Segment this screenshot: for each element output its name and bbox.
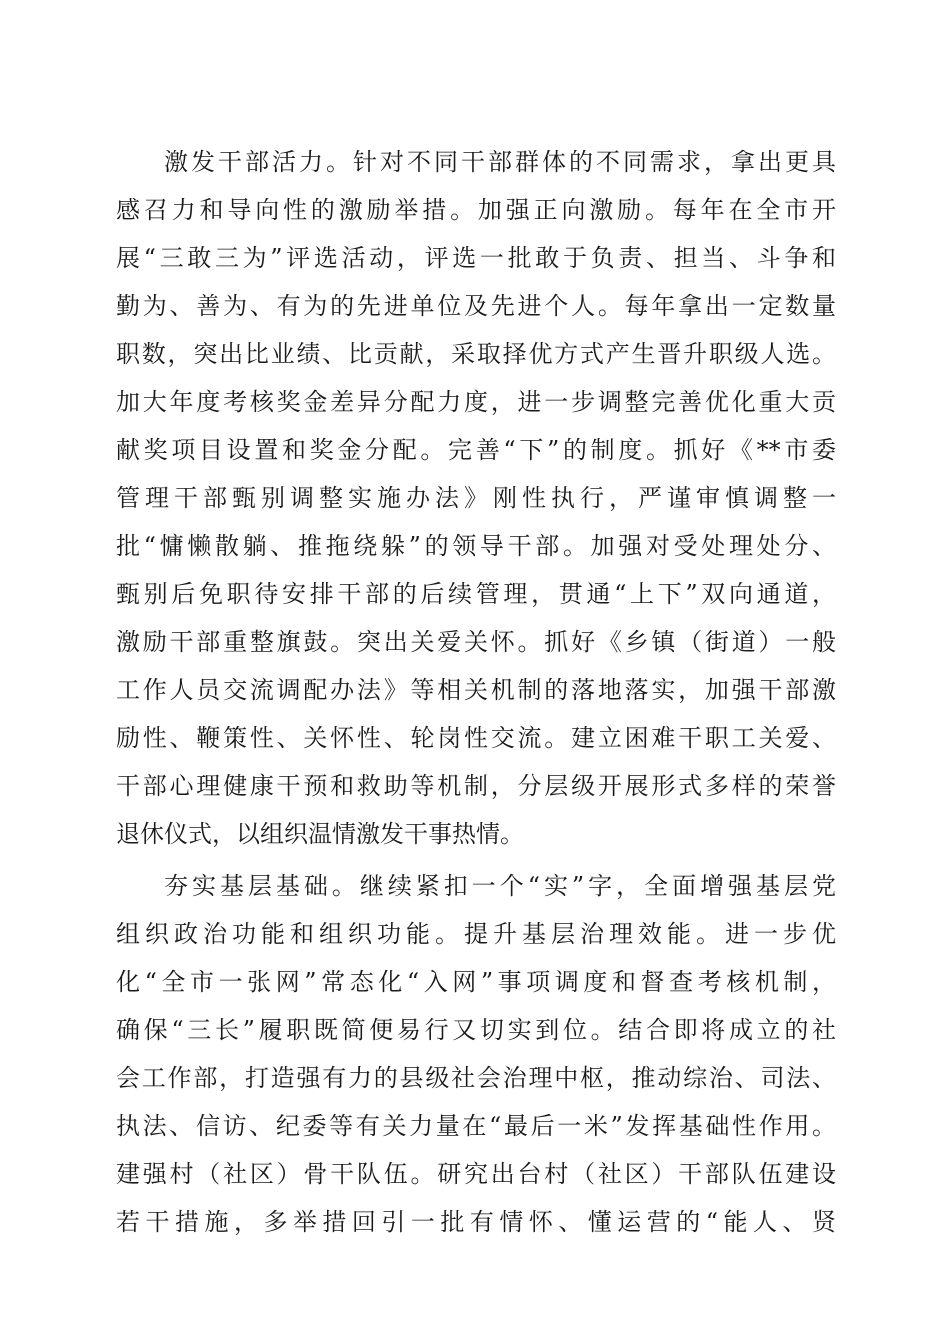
paragraph-1-line-8: 管理干部甄别调整实施办法》刚性执行，严谨审慎调整一 [116,484,836,512]
paragraph-1-line-4: 勤为、善为、有为的先进单位及先进个人。每年拿出一定数量 [116,292,836,320]
paragraph-1-line-10: 甄别后免职待安排干部的后续管理，贯通“上下”双向通道， [116,580,836,608]
paragraph-1-line-12: 工作人员交流调配办法》等相关机制的落地落实，加强干部激 [116,676,836,704]
paragraph-2-line-4: 确保“三长”履职既简便易行又切实到位。结合即将成立的社 [116,1016,836,1044]
paragraph-2-line-1: 夯实基层基础。继续紧扣一个“实”字，全面增强基层党 [164,872,836,900]
paragraph-2-line-5: 会工作部，打造强有力的县级社会治理中枢，推动综治、司法、 [116,1064,836,1092]
paragraph-1-line-6: 加大年度考核奖金差异分配力度，进一步调整完善优化重大贡 [116,388,836,416]
paragraph-1-line-5: 职数，突出比业绩、比贡献，采取择优方式产生晋升职级人选。 [116,340,836,368]
paragraph-2-line-3: 化“全市一张网”常态化“入网”事项调度和督查考核机制， [116,968,836,996]
paragraph-2-line-2: 组织政治功能和组织功能。提升基层治理效能。进一步优 [116,920,836,948]
paragraph-2-line-8: 若干措施，多举措回引一批有情怀、懂运营的“能人、贤 [116,1208,836,1236]
paragraph-1-line-15: 退休仪式，以组织温情激发干事热情。 [116,820,524,848]
paragraph-1-line-11: 激励干部重整旗鼓。突出关爱关怀。抓好《乡镇（街道）一般 [116,628,836,656]
paragraph-1-line-9: 批“慵懒散躺、推拖绕躲”的领导干部。加强对受处理处分、 [116,532,836,560]
paragraph-1-line-3: 展“三敢三为”评选活动，评选一批敢于负责、担当、斗争和 [116,244,836,272]
paragraph-1-line-2: 感召力和导向性的激励举措。加强正向激励。每年在全市开 [116,196,836,224]
paragraph-2-line-6: 执法、信访、纪委等有关力量在“最后一米”发挥基础性作用。 [116,1112,836,1140]
paragraph-1-line-7: 献奖项目设置和奖金分配。完善“下”的制度。抓好《**市委 [116,436,836,464]
paragraph-1-line-1: 激发干部活力。针对不同干部群体的不同需求，拿出更具 [164,148,836,176]
paragraph-2-line-7: 建强村（社区）骨干队伍。研究出台村（社区）干部队伍建设 [116,1160,836,1188]
paragraph-1-line-14: 干部心理健康干预和救助等机制，分层级开展形式多样的荣誉 [116,772,836,800]
paragraph-1-line-13: 励性、鞭策性、关怀性、轮岗性交流。建立困难干职工关爱、 [116,724,836,752]
